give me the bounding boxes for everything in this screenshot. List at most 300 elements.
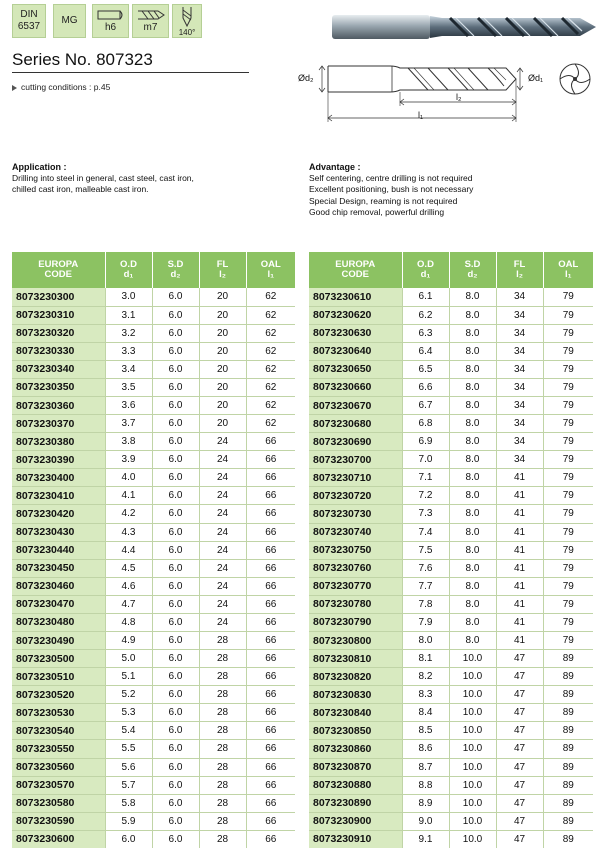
od-cell: 4.2 [105,505,152,523]
oal-cell: 79 [543,288,593,306]
od-cell: 5.6 [105,758,152,776]
table-row [12,487,295,505]
fl-cell: 34 [496,324,543,342]
oal-cell: 79 [543,523,593,541]
europa-code-cell: 8073230750 [309,541,402,559]
header-europa-code-line: EUROPA [38,259,79,270]
od-cell: 7.3 [402,505,449,523]
od-cell: 6.9 [402,433,449,451]
fl-cell: 47 [496,758,543,776]
header-europa-code-line: EUROPA [335,259,376,270]
sd-cell: 6.0 [152,577,199,595]
table-row [12,577,295,595]
header-oal-line: l₁ [267,269,275,280]
fl-cell: 24 [199,487,246,505]
europa-code-cell: 8073230770 [309,577,402,595]
table-row [309,686,593,704]
sd-cell: 6.0 [152,324,199,342]
fl-cell: 47 [496,794,543,812]
sd-cell: 10.0 [449,722,496,740]
oal-cell: 66 [246,758,295,776]
europa-code-cell: 8073230620 [309,306,402,324]
europa-code-cell: 8073230610 [309,288,402,306]
od-cell: 8.9 [402,794,449,812]
od-cell: 9.1 [402,830,449,848]
oal-cell: 79 [543,342,593,360]
sd-cell: 6.0 [152,523,199,541]
europa-code-cell: 8073230850 [309,722,402,740]
header-oal [246,252,295,288]
od-cell: 4.9 [105,631,152,649]
fl-cell: 47 [496,776,543,794]
od-cell: 8.1 [402,650,449,668]
sd-cell: 6.0 [152,559,199,577]
oal-cell: 66 [246,686,295,704]
table-row [12,288,295,306]
title-divider [12,72,249,73]
oal-cell: 62 [246,324,295,342]
sd-cell: 10.0 [449,668,496,686]
od-cell: 3.7 [105,415,152,433]
body-tolerance-label: m7 [143,22,158,33]
europa-code-cell: 8073230860 [309,740,402,758]
oal-cell: 89 [543,758,593,776]
table-row [309,830,593,848]
fl-cell: 28 [199,758,246,776]
header-od-line: d₁ [420,269,431,280]
sd-cell: 6.0 [152,469,199,487]
od-cell: 6.5 [402,360,449,378]
table-row [12,595,295,613]
table-row [12,686,295,704]
od-cell: 7.4 [402,523,449,541]
oal-cell: 66 [246,668,295,686]
od-cell: 3.9 [105,451,152,469]
oal-cell: 79 [543,306,593,324]
oal-cell: 66 [246,595,295,613]
sd-cell: 6.0 [152,830,199,848]
table-row [12,722,295,740]
fl-cell: 28 [199,650,246,668]
europa-code-cell: 8073230330 [12,342,105,360]
table-row [309,541,593,559]
fl-cell: 28 [199,776,246,794]
od-cell: 5.3 [105,704,152,722]
oal-cell: 66 [246,487,295,505]
application-line: Drilling into steel in general, cast steel, cast iron, [12,173,194,183]
sd-cell: 8.0 [449,559,496,577]
table-row [309,758,593,776]
table-row [309,704,593,722]
fl-cell: 34 [496,396,543,414]
sd-cell: 8.0 [449,631,496,649]
od-cell: 6.4 [402,342,449,360]
oal-cell: 89 [543,722,593,740]
oal-cell: 79 [543,541,593,559]
fl-cell: 41 [496,631,543,649]
fl-cell: 34 [496,360,543,378]
fl-cell: 28 [199,830,246,848]
europa-code-cell: 8073230490 [12,631,105,649]
advantage-line: Good chip removal, powerful drilling [309,206,445,217]
sd-cell: 6.0 [152,686,199,704]
header-od-line: O.D [120,259,137,270]
table-row [12,324,295,342]
od-cell: 3.3 [105,342,152,360]
od-cell: 8.0 [402,631,449,649]
sd-cell: 8.0 [449,324,496,342]
fl-cell: 34 [496,451,543,469]
sd-cell: 6.0 [152,794,199,812]
oal-cell: 89 [543,668,593,686]
europa-code-cell: 8073230840 [309,704,402,722]
od-cell: 5.5 [105,740,152,758]
fl-cell: 47 [496,686,543,704]
fl-cell: 24 [199,523,246,541]
body-tolerance-badge [132,4,169,38]
europa-code-cell: 8073230480 [12,613,105,631]
table-row [309,415,593,433]
table-row [12,758,295,776]
od-cell: 3.5 [105,378,152,396]
sd-cell: 8.0 [449,505,496,523]
europa-code-cell: 8073230680 [309,415,402,433]
europa-code-cell: 8073230760 [309,559,402,577]
oal-cell: 66 [246,433,295,451]
table-row [12,776,295,794]
od-cell: 3.8 [105,433,152,451]
sd-cell: 6.0 [152,541,199,559]
table-row [309,324,593,342]
fl-cell: 47 [496,812,543,830]
fl-cell: 47 [496,722,543,740]
oal-cell: 79 [543,487,593,505]
header-od-line: O.D [417,259,434,270]
od-cell: 6.2 [402,306,449,324]
header-sd-line: S.D [464,259,481,270]
sd-cell: 8.0 [449,415,496,433]
header-europa-code [309,252,402,288]
advantage-line: Excellent positioning, bush is not necessary [309,184,474,195]
europa-code-cell: 8073230590 [12,812,105,830]
sd-cell: 8.0 [449,306,496,324]
oal-cell: 66 [246,704,295,722]
flute-icon [136,8,166,22]
sd-cell: 6.0 [152,415,199,433]
header-fl-line: FL [216,259,229,270]
europa-code-cell: 8073230340 [12,360,105,378]
oal-cell: 79 [543,577,593,595]
oal-cell: 79 [543,324,593,342]
sd-cell: 10.0 [449,776,496,794]
sd-cell: 6.0 [152,306,199,324]
europa-code-cell: 8073230800 [309,631,402,649]
oal-cell: 79 [543,559,593,577]
europa-code-cell: 8073230540 [12,722,105,740]
fl-cell: 20 [199,288,246,306]
series-title: Series No. 807323 [12,50,153,69]
oal-cell: 89 [543,830,593,848]
europa-code-cell: 8073230510 [12,668,105,686]
oal-cell: 79 [543,505,593,523]
europa-code-cell: 8073230870 [309,758,402,776]
europa-code-cell: 8073230500 [12,650,105,668]
fl-cell: 28 [199,812,246,830]
sd-cell: 10.0 [449,812,496,830]
fl-cell: 24 [199,577,246,595]
header-sd-line: d₂ [467,269,478,280]
europa-code-cell: 8073230560 [12,758,105,776]
oal-cell: 89 [543,686,593,704]
sd-cell: 6.0 [152,631,199,649]
sd-cell: 8.0 [449,523,496,541]
application-line: chilled cast iron, malleable cast iron. [12,184,149,195]
od-cell: 5.9 [105,812,152,830]
oal-cell: 66 [246,740,295,758]
table-row [309,650,593,668]
sd-cell: 8.0 [449,433,496,451]
shank-tolerance-badge [92,4,129,38]
fl-cell: 34 [496,342,543,360]
od-cell: 7.8 [402,595,449,613]
sd-cell: 10.0 [449,740,496,758]
advantage-text [309,173,473,218]
europa-code-cell: 8073230900 [309,812,402,830]
header-fl-line: FL [513,259,526,270]
table-row [12,740,295,758]
oal-cell: 89 [543,812,593,830]
sd-cell: 10.0 [449,686,496,704]
table-row [12,469,295,487]
oal-cell: 66 [246,469,295,487]
table-row [12,541,295,559]
table-row [309,613,593,631]
sd-cell: 6.0 [152,342,199,360]
od-cell: 5.2 [105,686,152,704]
table-row [12,613,295,631]
europa-code-cell: 8073230710 [309,469,402,487]
sd-cell: 6.0 [152,758,199,776]
europa-code-cell: 8073230720 [309,487,402,505]
oal-cell: 79 [543,415,593,433]
od-cell: 5.4 [105,722,152,740]
europa-code-cell: 8073230570 [12,776,105,794]
header-fl [199,252,246,288]
europa-code-cell: 8073230890 [309,794,402,812]
header-sd-line: d₂ [170,269,181,280]
table-row [12,631,295,649]
fl-cell: 20 [199,324,246,342]
od-cell: 4.7 [105,595,152,613]
od-cell: 6.6 [402,378,449,396]
fl-cell: 20 [199,360,246,378]
l1-label: l₁ [418,110,424,120]
sd-cell: 6.0 [152,812,199,830]
fl-cell: 41 [496,469,543,487]
table-row [12,378,295,396]
fl-cell: 24 [199,613,246,631]
fl-cell: 41 [496,523,543,541]
header-fl [496,252,543,288]
od-cell: 8.8 [402,776,449,794]
europa-code-cell: 8073230730 [309,505,402,523]
table-row [12,650,295,668]
table-row [309,342,593,360]
sd-cell: 8.0 [449,469,496,487]
table-row [309,378,593,396]
fl-cell: 24 [199,505,246,523]
oal-cell: 66 [246,451,295,469]
od-cell: 8.3 [402,686,449,704]
header-europa-code-line: CODE [44,269,72,280]
table-header-row [309,252,593,288]
europa-code-cell: 8073230820 [309,668,402,686]
od-cell: 4.6 [105,577,152,595]
table-row [309,306,593,324]
od-cell: 5.7 [105,776,152,794]
europa-code-cell: 8073230360 [12,396,105,414]
europa-code-cell: 8073230780 [309,595,402,613]
fl-cell: 47 [496,650,543,668]
sd-cell: 6.0 [152,595,199,613]
od-cell: 4.3 [105,523,152,541]
sd-cell: 6.0 [152,360,199,378]
fl-cell: 41 [496,487,543,505]
header-od [105,252,152,288]
fl-cell: 34 [496,433,543,451]
fl-cell: 41 [496,505,543,523]
od-cell: 9.0 [402,812,449,830]
table-row [309,487,593,505]
table-row [309,577,593,595]
table-row [12,306,295,324]
europa-code-cell: 8073230640 [309,342,402,360]
fl-cell: 20 [199,342,246,360]
europa-code-cell: 8073230660 [309,378,402,396]
europa-code-cell: 8073230440 [12,541,105,559]
europa-code-cell: 8073230390 [12,451,105,469]
advantage-heading: Advantage : [309,162,361,172]
cutting-conditions-text: cutting conditions : p.45 [21,82,111,92]
fl-cell: 20 [199,306,246,324]
header-europa-code-line: CODE [341,269,369,280]
fl-cell: 24 [199,451,246,469]
fl-cell: 28 [199,722,246,740]
fl-cell: 47 [496,668,543,686]
fl-cell: 34 [496,306,543,324]
oal-cell: 66 [246,613,295,631]
od-cell: 6.3 [402,324,449,342]
drill-photo [330,8,598,44]
sd-cell: 10.0 [449,650,496,668]
europa-code-cell: 8073230450 [12,559,105,577]
europa-code-cell: 8073230670 [309,396,402,414]
oal-cell: 66 [246,523,295,541]
header-oal-line: l₁ [564,269,572,280]
od-cell: 8.2 [402,668,449,686]
drill-dimension-diagram [292,52,602,128]
europa-code-cell: 8073230420 [12,505,105,523]
table-row [309,523,593,541]
europa-code-cell: 8073230530 [12,704,105,722]
table-row [309,360,593,378]
sd-cell: 8.0 [449,378,496,396]
fl-cell: 41 [496,577,543,595]
oal-cell: 79 [543,360,593,378]
table-row [12,523,295,541]
od-cell: 7.1 [402,469,449,487]
oal-cell: 66 [246,812,295,830]
oal-cell: 62 [246,306,295,324]
sd-cell: 8.0 [449,288,496,306]
oal-cell: 66 [246,830,295,848]
fl-cell: 34 [496,378,543,396]
table-row [12,794,295,812]
sd-cell: 8.0 [449,342,496,360]
fl-cell: 28 [199,704,246,722]
sd-cell: 10.0 [449,794,496,812]
od-cell: 3.1 [105,306,152,324]
od-cell: 4.1 [105,487,152,505]
fl-cell: 41 [496,559,543,577]
od-cell: 5.8 [105,794,152,812]
od-cell: 3.0 [105,288,152,306]
fl-cell: 47 [496,830,543,848]
table-row [12,505,295,523]
table-row [309,668,593,686]
table-row [12,342,295,360]
sd-cell: 6.0 [152,668,199,686]
od-cell: 6.8 [402,415,449,433]
fl-cell: 20 [199,378,246,396]
fl-cell: 20 [199,415,246,433]
advantage-line: Self centering, centre drilling is not required [309,173,473,183]
od-cell: 8.6 [402,740,449,758]
cutting-conditions-link[interactable] [12,82,110,92]
europa-code-cell: 8073230880 [309,776,402,794]
od-cell: 7.9 [402,613,449,631]
shank-tolerance-label: h6 [104,22,117,33]
europa-code-cell: 8073230400 [12,469,105,487]
fl-cell: 47 [496,704,543,722]
table-row [309,776,593,794]
europa-code-cell: 8073230650 [309,360,402,378]
od-cell: 4.4 [105,541,152,559]
od-cell: 3.2 [105,324,152,342]
table-row [309,559,593,577]
table-row [12,704,295,722]
europa-code-cell: 8073230810 [309,650,402,668]
europa-code-cell: 8073230460 [12,577,105,595]
od-cell: 8.4 [402,704,449,722]
europa-code-cell: 8073230630 [309,324,402,342]
od-cell: 6.0 [105,830,152,848]
header-sd [449,252,496,288]
europa-code-cell: 8073230300 [12,288,105,306]
od-cell: 3.4 [105,360,152,378]
oal-cell: 66 [246,650,295,668]
table-row [309,794,593,812]
header-sd-line: S.D [167,259,184,270]
table-row [12,559,295,577]
din-label: DIN [20,9,38,20]
od-cell: 8.5 [402,722,449,740]
sd-cell: 8.0 [449,396,496,414]
fl-cell: 34 [496,288,543,306]
header-oal-line: OAL [558,259,579,270]
fl-cell: 47 [496,740,543,758]
din-number: 6537 [17,21,41,32]
